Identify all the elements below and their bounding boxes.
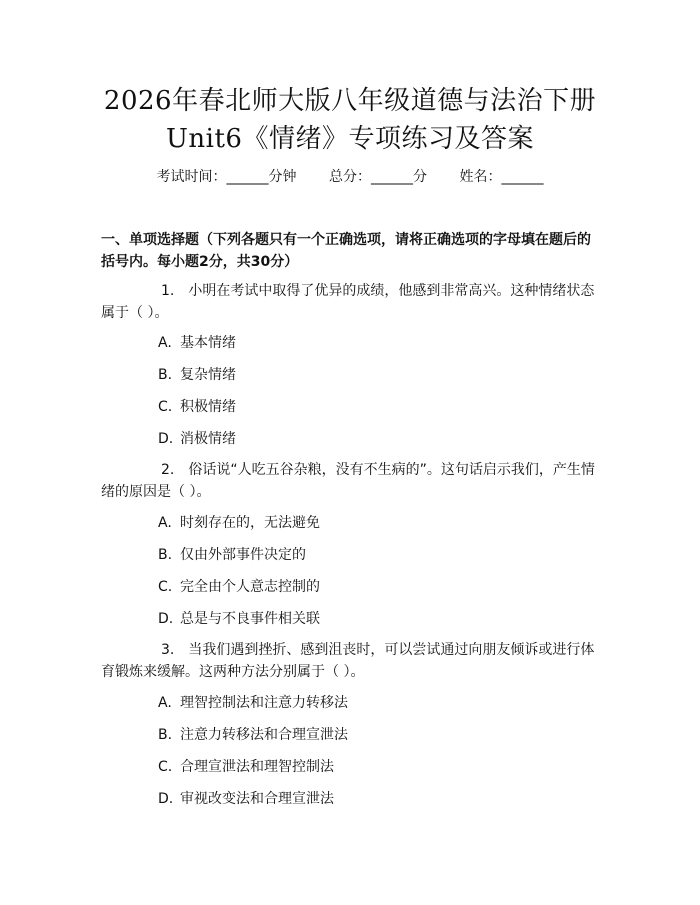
option-letter: B. [158,547,173,563]
question-stem: 当我们遇到挫折、感到沮丧时，可以尝试通过向朋友倾诉或进行体育锻炼来缓解。这两种方法分别属于（ ）。 [101,642,595,680]
question-number: 1. [161,283,175,299]
exam-meta-line [0,167,700,187]
option-letter: D. [158,431,174,447]
question-number: 3. [161,642,175,658]
option-text: 完全由个人意志控制的 [180,579,320,595]
option-text: 合理宣泄法和理智控制法 [180,759,334,775]
option-letter: D. [158,791,174,807]
option-letter: B. [158,367,173,383]
option-letter: D. [158,611,174,627]
option-text: 仅由外部事件决定的 [180,547,306,563]
student-name-field: 姓名：______ [459,169,544,185]
question-2 [101,459,601,503]
section-heading: 一、单项选择题（下列各题只有一个正确选项，请将正确选项的字母填在题后的括号内。每小题2分，共30分） [101,232,591,270]
question-2-option-d [158,609,320,629]
option-letter: C. [158,399,173,415]
question-number: 2. [161,462,175,478]
question-stem: 俗话说“人吃五谷杂粮，没有不生病的”。这句话启示我们，产生情绪的原因是（ ）。 [101,462,595,500]
option-text: 积极情绪 [180,399,236,415]
question-3-option-d [158,789,334,809]
question-2-option-a [158,513,320,533]
option-text: 复杂情绪 [180,367,236,383]
option-text: 注意力转移法和合理宣泄法 [180,727,348,743]
exam-time-field: 考试时间：______分钟 [156,169,297,185]
option-text: 时刻存在的，无法避免 [180,515,320,531]
question-3 [101,639,601,683]
option-letter: A. [158,335,172,351]
question-2-option-b [158,545,306,565]
question-1 [101,280,601,324]
question-stem: 小明在考试中取得了优异的成绩，他感到非常高兴。这种情绪状态属于（ ）。 [101,283,595,321]
question-3-option-a [158,693,348,713]
document-title-line-1: 2026年春北师大版八年级道德与法治下册 [103,86,597,116]
option-letter: A. [158,515,172,531]
option-letter: A. [158,695,172,711]
document-title-line-2: Unit6《情绪》专项练习及答案 [166,124,534,154]
option-letter: B. [158,727,173,743]
question-3-option-b [158,725,348,745]
option-letter: C. [158,759,173,775]
question-1-option-d [158,429,236,449]
total-score-field: 总分：______分 [329,169,427,185]
question-3-option-c [158,757,334,777]
option-text: 总是与不良事件相关联 [180,611,320,627]
option-text: 理智控制法和注意力转移法 [180,695,348,711]
option-text: 消极情绪 [180,431,236,447]
option-text: 审视改变法和合理宣泄法 [180,791,334,807]
question-1-option-b [158,365,236,385]
question-1-option-c [158,397,236,417]
option-letter: C. [158,579,173,595]
option-text: 基本情绪 [180,335,236,351]
question-2-option-c [158,577,320,597]
question-1-option-a [158,333,236,353]
